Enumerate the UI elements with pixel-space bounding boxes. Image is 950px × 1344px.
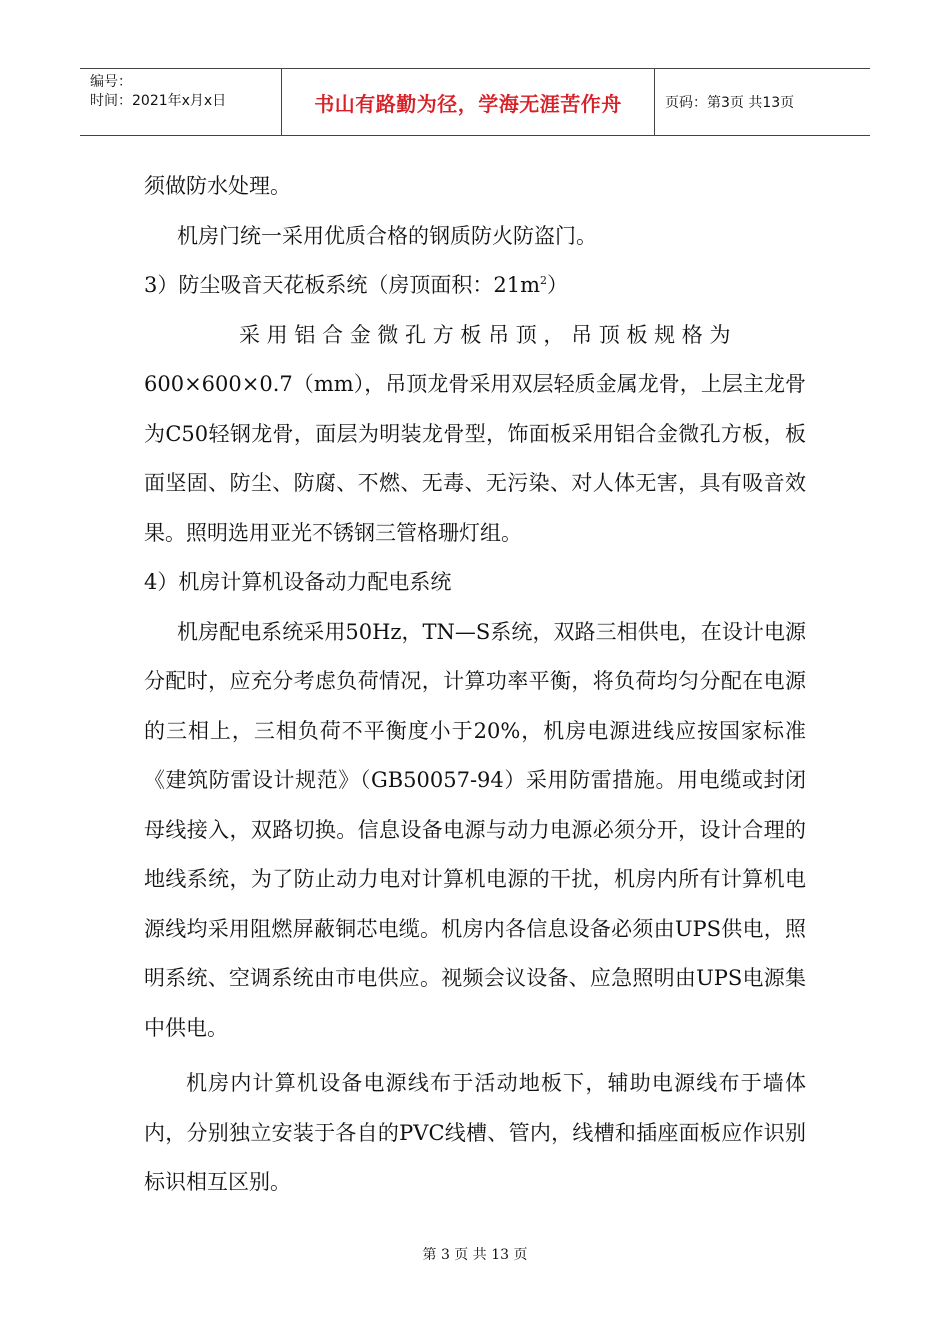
section-3-heading	[144, 261, 806, 311]
serial-label: 编号：	[90, 74, 132, 90]
section-3-heading-text: 3）防尘吸音天花板系统（房顶面积：21m	[144, 273, 540, 297]
section-4-heading: 4）机房计算机设备动力配电系统	[144, 570, 452, 594]
paragraph-4-line-1: 采 用 铝 合 金 微 孔 方 板 吊 顶 ， 吊 顶 板 规 格 为	[239, 322, 731, 347]
page-info: 页码：第3页 共13页	[665, 95, 795, 111]
header-motto-cell	[282, 69, 655, 135]
paragraph-6: 机房配电系统采用50Hz，TN—S系统，双路三相供电，在设计电源分配时，应充分考虑负荷情况，计算功率平衡，将负荷均匀分配在电源的三相上，三相负荷不平衡度小于20%，机房电源进线应按国家标准《建筑防雷设计规范》（GB50057-94）采用防雷措施。用电缆或封闭母线接入，双路切换。信息设备电源与动力电源必须分开，设计合理的地线系统，为了防止动力电对计算机电源的干扰，机房内所有计算机电源线均采用阻燃屏蔽铜芯电缆。机房内各信息设备必须由UPS供电，照明系统、空调系统由市电供应。视频会议设备、应急照明由UPS电源集中供电。	[144, 619, 806, 1040]
paragraph-7: 机房内计算机设备电源线布于活动地板下，辅助电源线布于墙体内，分别独立安装于各自的PVC线槽、管内，线槽和插座面板应作识别标识相互区别。	[144, 1071, 806, 1194]
header-page-cell	[655, 69, 870, 135]
superscript: 2	[540, 274, 547, 287]
paragraph-4-rest: 600×600×0.7（mm），吊顶龙骨采用双层轻质金属龙骨，上层主龙骨为C50轻钢龙骨，面层为明装龙骨型，饰面板采用铝合金微孔方板，板面坚固、防尘、防腐、不燃、无毒、无污染、对人体无害，具有吸音效果。照明选用亚光不锈钢三管格珊灯组。	[144, 372, 806, 545]
header-meta-cell	[80, 69, 282, 135]
motto-text: 书山有路勤为径，学海无涯苦作舟	[314, 91, 622, 116]
paragraph-2: 机房门统一采用优质合格的钢质防火防盗门。	[177, 223, 597, 248]
section-3-heading-close: ）	[547, 273, 568, 297]
document-body	[144, 162, 806, 1208]
time-label: 时间：2021年x月x日	[90, 93, 227, 109]
page-header	[80, 68, 870, 136]
page-footer: 第 3 页 共 13 页	[422, 1247, 528, 1263]
paragraph-1: 须做防水处理。	[144, 174, 291, 198]
